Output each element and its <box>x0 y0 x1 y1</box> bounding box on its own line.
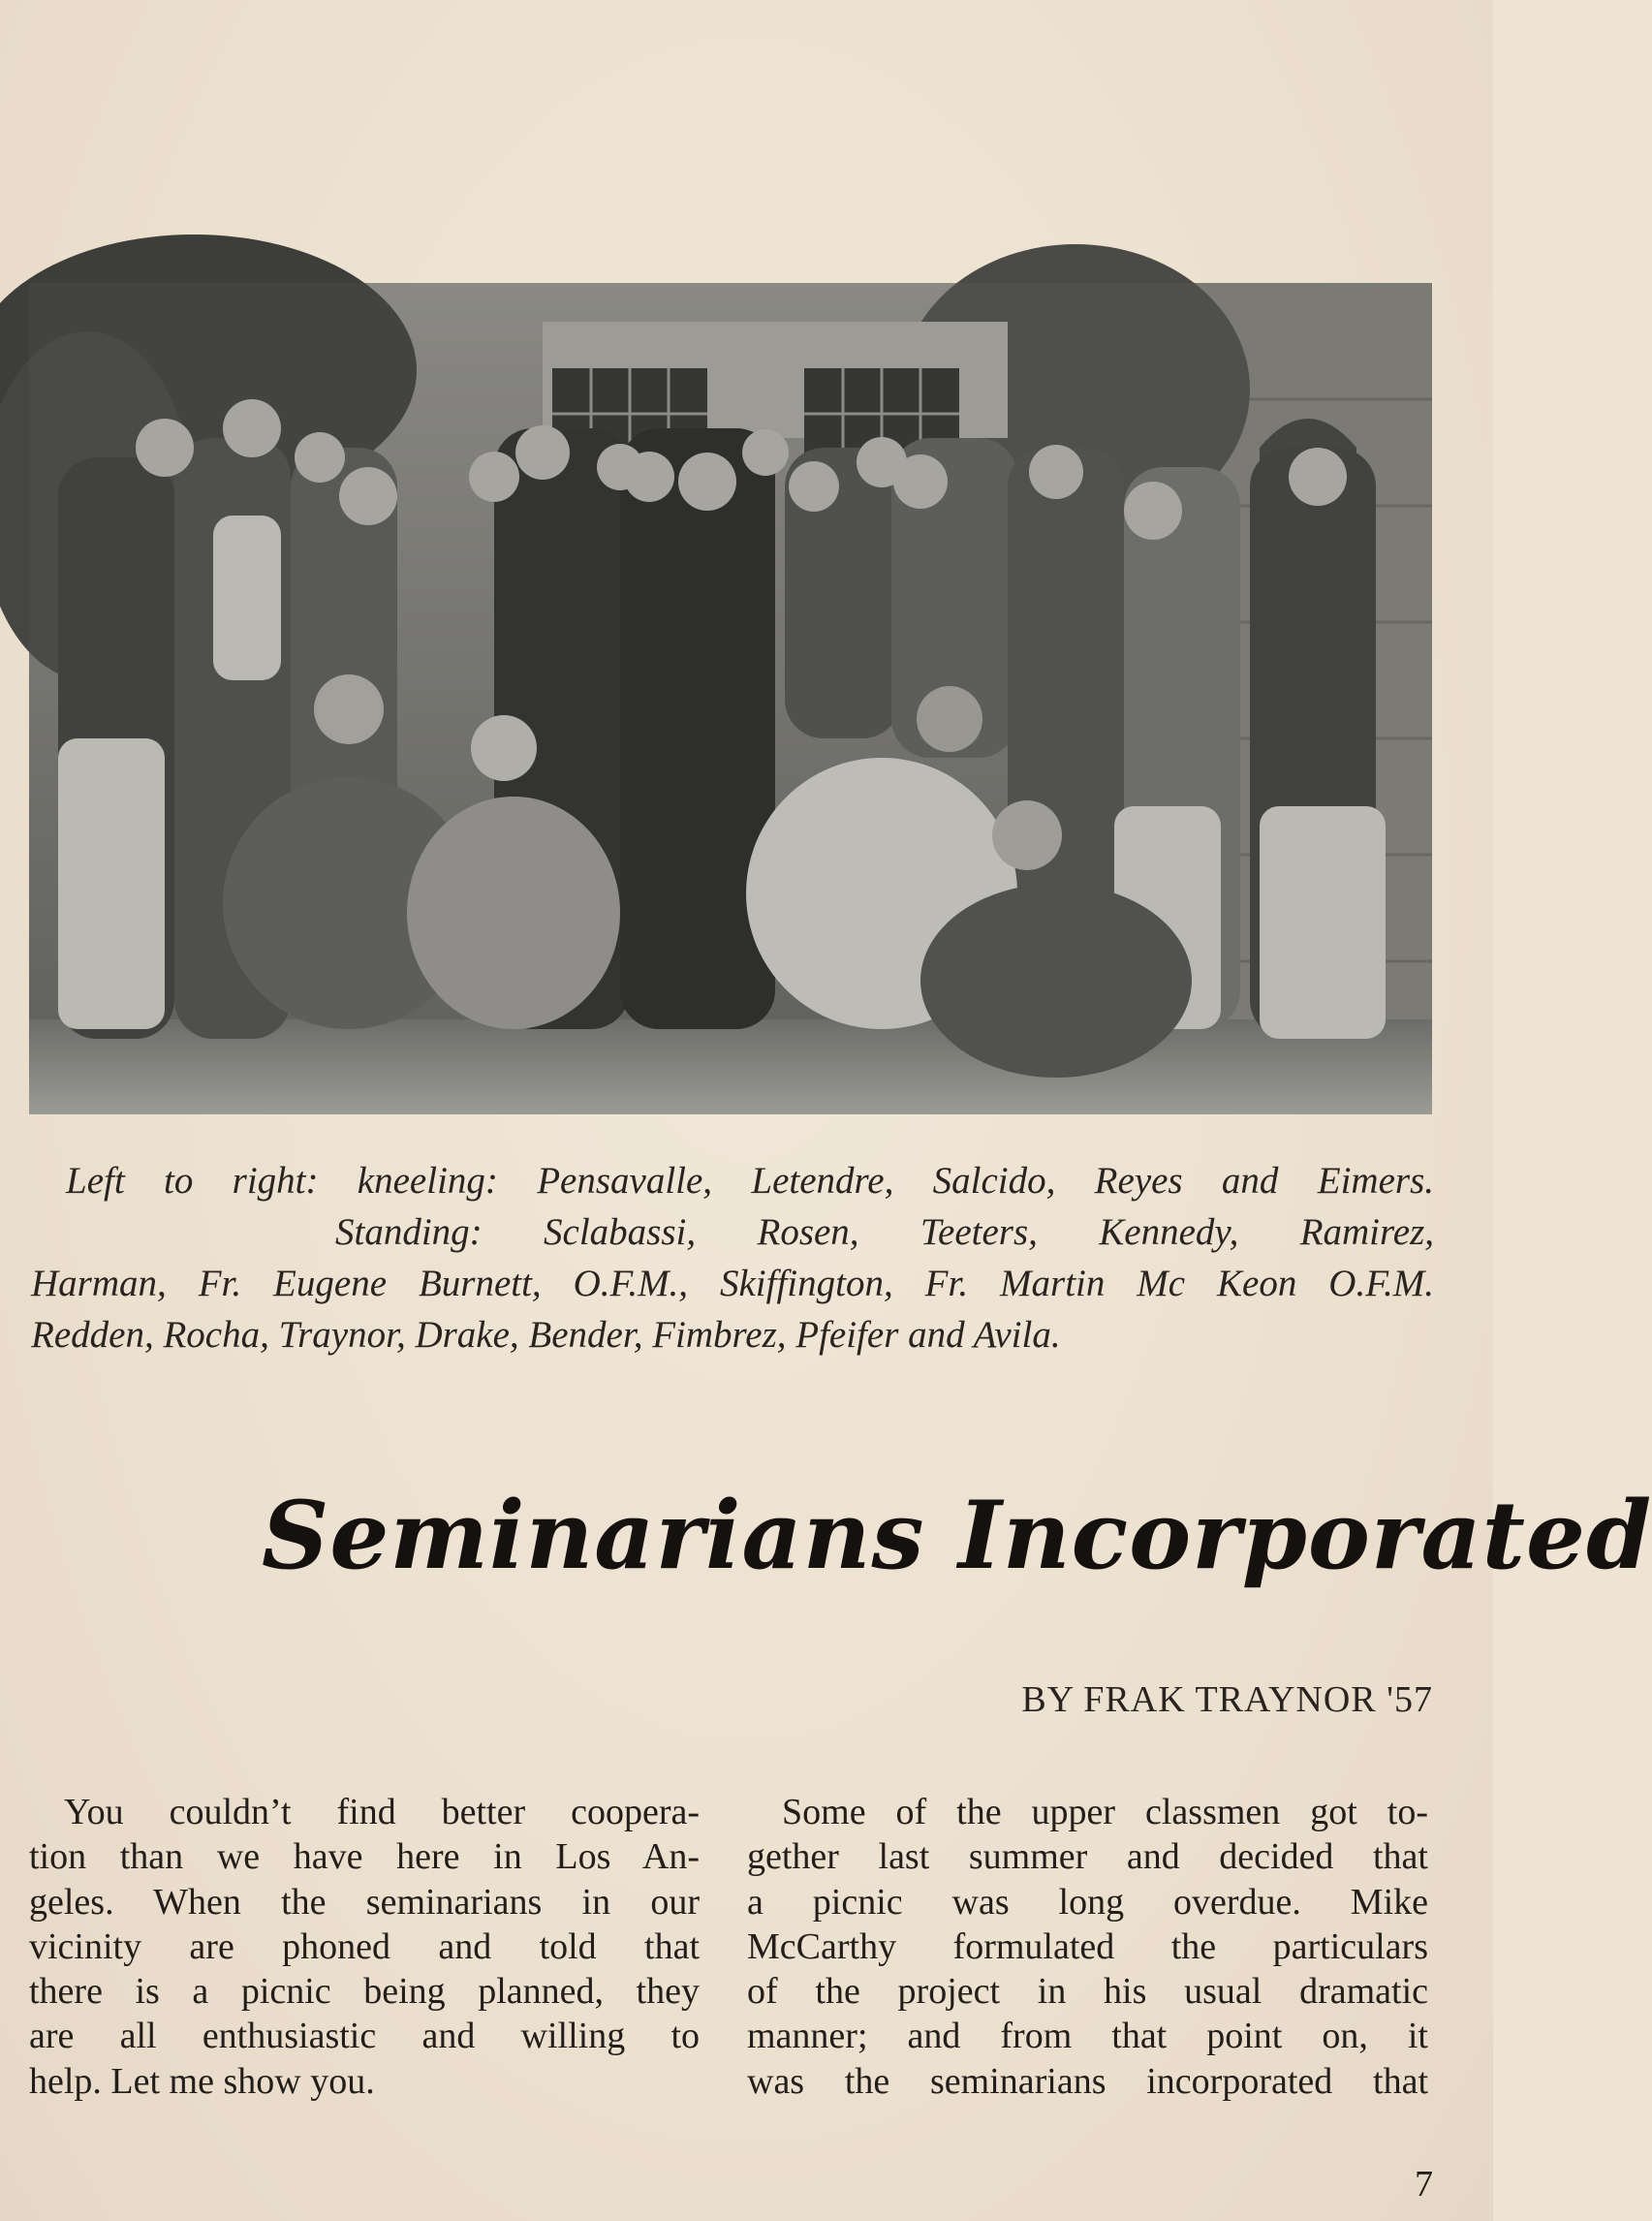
photo-caption <box>31 1155 1434 1361</box>
caption-line: Standing: Sclabassi, Rosen, Teeters, Kennedy, Ramirez, <box>335 1211 1434 1253</box>
group-photo <box>29 283 1432 1114</box>
text-line: of the project in his usual dramatic <box>747 1971 1428 2013</box>
caption-line: Left to right: kneeling: Pensavalle, Letendre, Salcido, Reyes and Eimers. <box>66 1160 1434 1202</box>
text-line: McCarthy formulated the particulars <box>747 1925 1428 1967</box>
text-line: a picnic was long overdue. Mike <box>747 1881 1428 1923</box>
caption-line: Harman, Fr. Eugene Burnett, O.F.M., Skiffington, Fr. Martin Mc Keon O.F.M. <box>31 1263 1434 1304</box>
article-byline: BY FRAK TRAYNOR '57 <box>1021 1679 1433 1720</box>
text-line: geles. When the seminarians in our <box>29 1881 700 1923</box>
text-line: gether last summer and decided that <box>747 1836 1428 1878</box>
text-line: was the seminarians incorporated that <box>747 2060 1428 2102</box>
page-number: 7 <box>1415 2164 1433 2205</box>
text-line: help. Let me show you. <box>29 2060 375 2102</box>
text-line: are all enthusiastic and willing to <box>29 2016 700 2057</box>
caption-line: Redden, Rocha, Traynor, Drake, Bender, Fimbrez, Pfeifer and Avila. <box>31 1314 1061 1356</box>
article-title: Seminarians Incorporated <box>262 1481 1652 1590</box>
text-line: there is a picnic being planned, they <box>29 1971 700 2013</box>
body-column-right <box>747 1790 1428 2104</box>
text-line: tion than we have here in Los An- <box>29 1836 700 1878</box>
text-line: You couldn’t find better coopera- <box>64 1792 700 1832</box>
text-line: vicinity are phoned and told that <box>29 1925 700 1967</box>
text-line: manner; and from that point on, it <box>747 2016 1428 2057</box>
body-column-left <box>29 1790 700 2104</box>
text-line: Some of the upper classmen got to- <box>782 1792 1428 1832</box>
